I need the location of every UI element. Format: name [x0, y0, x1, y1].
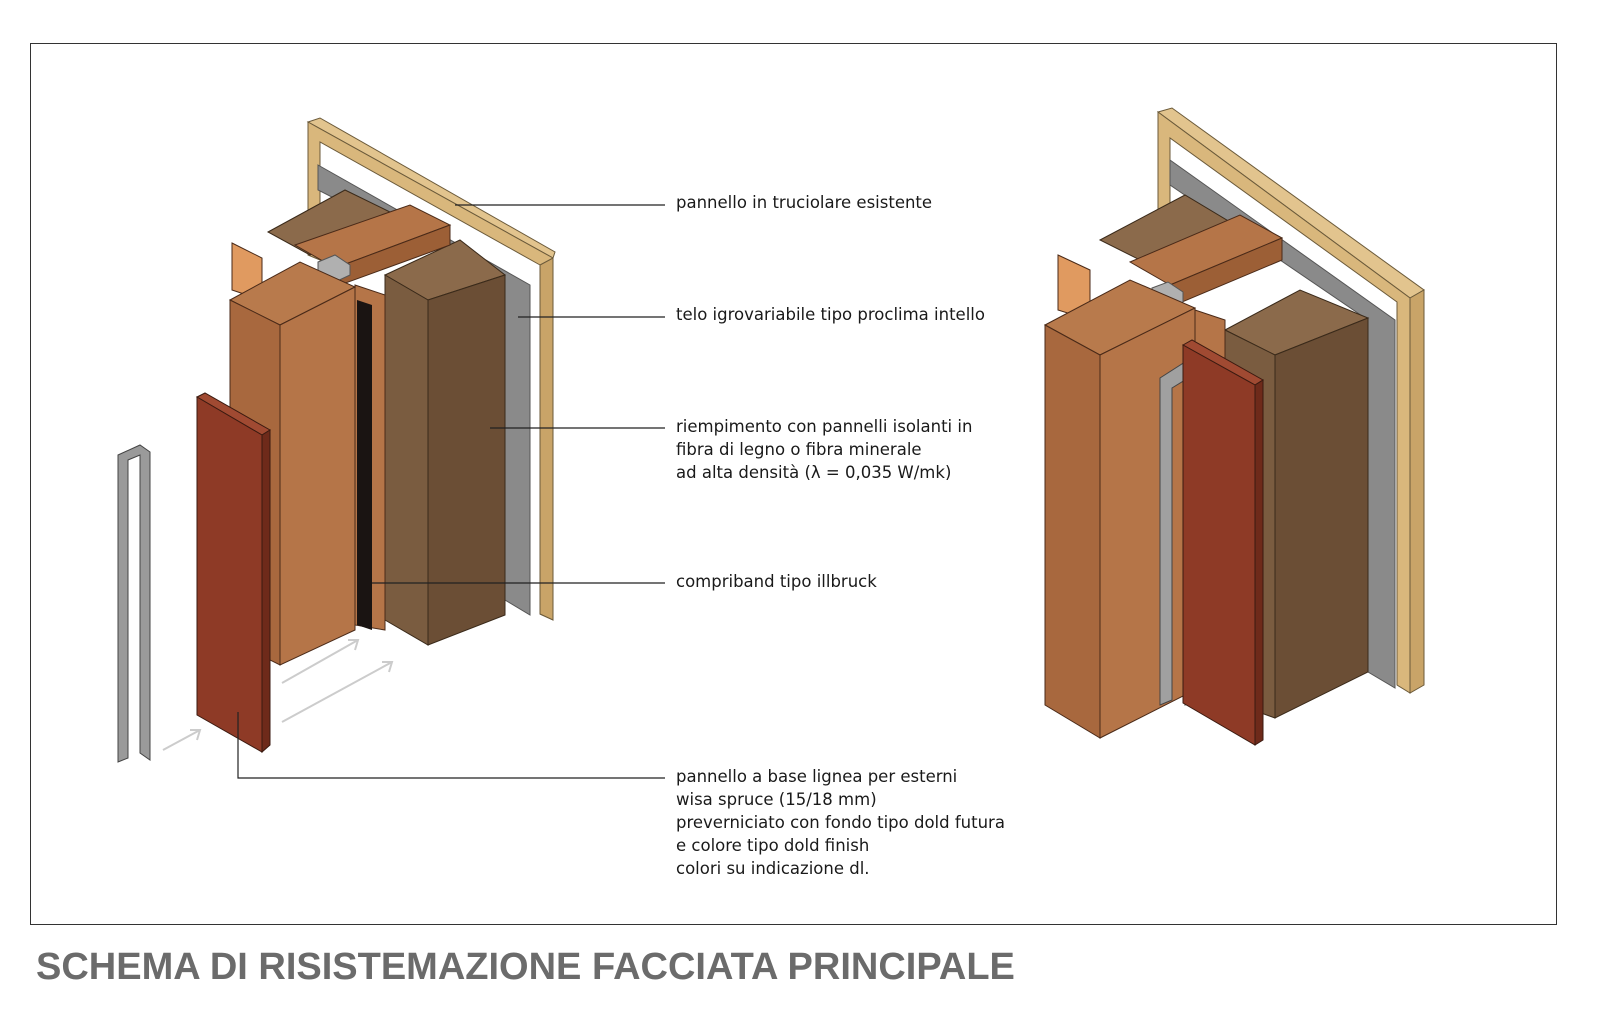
label-line: telo igrovariabile tipo proclima intello [676, 305, 985, 324]
label-line: fibra di legno o fibra minerale [676, 440, 922, 459]
label-line: pannello in truciolare esistente [676, 193, 933, 212]
label-compriband [676, 570, 877, 593]
drawing-title: SCHEMA DI RISISTEMAZIONE FACCIATA PRINCIPALE [36, 946, 1015, 988]
exploded-assembly [118, 118, 555, 762]
label-line: wisa spruce (15/18 mm) [676, 790, 877, 809]
label-cladding-panel [676, 765, 1005, 880]
label-line: preverniciato con fondo tipo dold futura [676, 813, 1005, 832]
label-line: ad alta densità (λ = 0,035 W/mk) [676, 463, 952, 482]
compriband-left [357, 300, 372, 630]
metal-profile-left [118, 445, 150, 762]
red-cladding-panel [197, 393, 270, 752]
label-line: compriband tipo illbruck [676, 572, 877, 591]
red-cladding-panel-right [1183, 340, 1263, 745]
assembled-view [1045, 108, 1424, 745]
label-insulation [676, 415, 972, 484]
label-chipboard [676, 191, 932, 214]
label-membrane [676, 303, 985, 326]
label-line: colori su indicazione dl. [676, 859, 870, 878]
label-line: riempimento con pannelli isolanti in [676, 417, 973, 436]
label-line: e colore tipo dold finish [676, 836, 870, 855]
label-line: pannello a base lignea per esterni [676, 767, 958, 786]
